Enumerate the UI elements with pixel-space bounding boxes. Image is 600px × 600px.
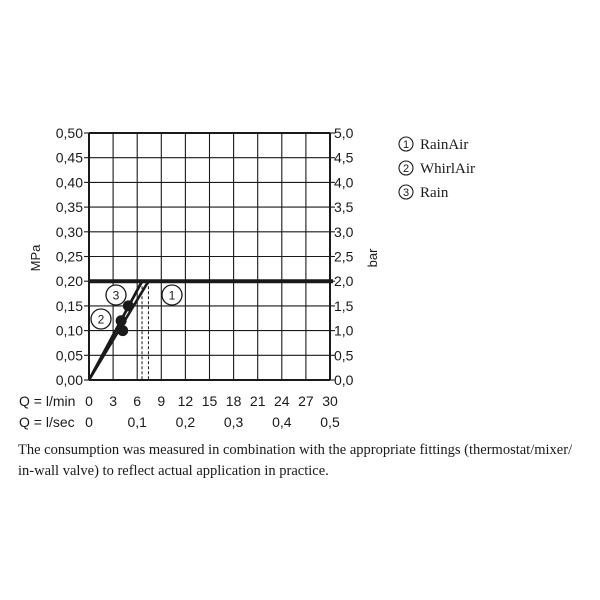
x2-tick-label: 0,5 (320, 414, 340, 430)
legend-label: RainAir (420, 137, 469, 153)
x2-tick-label: 0 (85, 414, 93, 430)
right-tick-label: 1,5 (334, 297, 354, 314)
x-tick-label: 21 (249, 393, 266, 409)
whirlair-marker-number: 2 (97, 312, 105, 327)
chart-legend (399, 137, 475, 201)
chart-grid (84, 133, 335, 380)
right-tick-label: 3,0 (334, 223, 354, 240)
left-tick-label: 0,20 (55, 273, 83, 290)
left-tick-label: 0,15 (55, 297, 83, 314)
x-tick-label: 12 (177, 393, 194, 409)
series-point-whirlair (117, 325, 128, 336)
x-tick-label: 0 (85, 393, 93, 409)
x-tick-label: 3 (109, 393, 117, 409)
right-tick-label: 2,0 (334, 273, 354, 290)
x-tick-label: 30 (322, 393, 338, 409)
right-tick-label: 1,0 (334, 322, 354, 339)
legend-marker-number: 2 (402, 163, 410, 175)
x-tick-label: 15 (201, 393, 218, 409)
x-axis-title-lsec: Q = l/sec (19, 414, 75, 430)
right-tick-label: 0,5 (334, 347, 354, 364)
x-tick-label: 18 (225, 393, 242, 409)
right-axis-title: bar (365, 248, 380, 268)
left-tick-label: 0,25 (55, 248, 83, 265)
x-tick-label: 9 (157, 393, 166, 409)
left-tick-label: 0,00 (55, 372, 83, 388)
x2-tick-label: 0,1 (127, 414, 147, 430)
chart-tick-labels (56, 125, 354, 430)
rainair-marker-number: 1 (168, 288, 176, 303)
right-tick-label: 2,5 (334, 248, 354, 265)
x-tick-label: 24 (274, 393, 290, 409)
legend-label: WhirlAir (420, 161, 475, 177)
legend-label: Rain (420, 185, 449, 201)
left-tick-label: 0,10 (55, 322, 83, 339)
left-tick-label: 0,50 (55, 125, 83, 141)
x-axis-title-lmin: Q = l/min (19, 393, 76, 409)
x2-tick-label: 0,4 (272, 414, 292, 430)
chart-caption: The consumption was measured in combination with the appropriate fittings (thermostat/mixer/ in-wall valve) to reflect actual application in practice. (18, 442, 573, 479)
right-tick-label: 4,0 (334, 174, 354, 191)
left-tick-label: 0,40 (55, 174, 83, 191)
left-tick-label: 0,05 (55, 347, 83, 364)
series-point-whirlair (116, 315, 127, 326)
left-axis-title: MPa (28, 244, 43, 272)
x-tick-label: 27 (298, 393, 314, 409)
x-tick-label: 6 (133, 393, 142, 409)
left-tick-label: 0,45 (55, 149, 83, 166)
x2-tick-label: 0,2 (175, 414, 196, 430)
series-point-rain (123, 300, 134, 311)
right-tick-label: 4,5 (334, 149, 354, 166)
right-tick-label: 5,0 (334, 125, 354, 141)
x2-tick-label: 0,3 (223, 414, 244, 430)
right-tick-label: 0,0 (334, 372, 354, 388)
left-tick-label: 0,35 (55, 199, 83, 216)
rain-marker-number: 3 (112, 288, 120, 303)
legend-marker-number: 3 (402, 187, 410, 199)
left-tick-label: 0,30 (55, 223, 83, 240)
right-tick-label: 3,5 (334, 199, 354, 216)
legend-marker-number: 1 (402, 139, 410, 151)
